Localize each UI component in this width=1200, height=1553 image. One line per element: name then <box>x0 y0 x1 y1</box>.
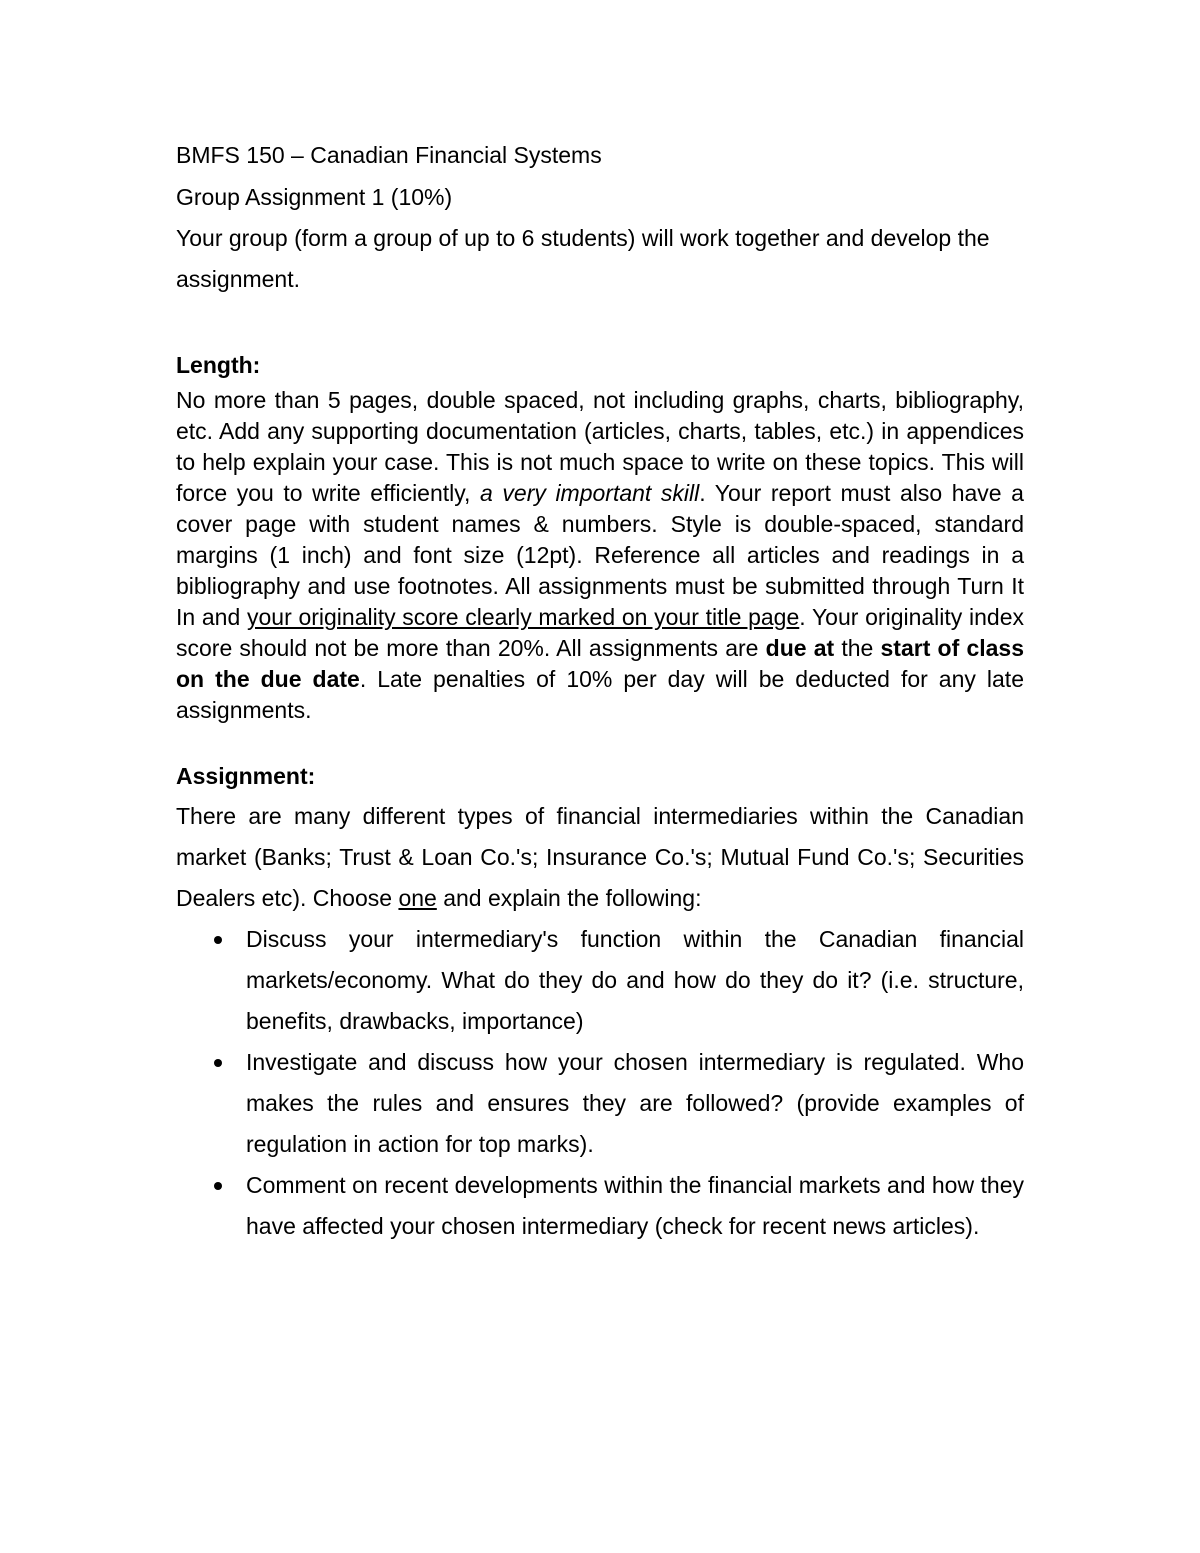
length-text-5: . Late penalties of 10% per day will be deducted for any late assignments. <box>176 666 1024 723</box>
bullet-text: Investigate and discuss how your chosen intermediary is regulated. Who makes the rules and ensures they are followed? (provide examples of regulation in action for top marks). <box>246 1049 1024 1157</box>
assignment-bullet-list <box>176 919 1024 1247</box>
assignment-paragraph <box>176 796 1024 919</box>
assignment-title: Group Assignment 1 (10%) <box>176 184 453 210</box>
document-page <box>176 134 1024 1247</box>
length-text-4: the <box>834 635 881 661</box>
bullet-icon <box>214 1182 222 1190</box>
intro-paragraph: Your group (form a group of up to 6 students) will work together and develop the assignment. <box>176 225 990 292</box>
length-bold-2: start of class on the due date <box>176 635 1024 692</box>
list-item <box>176 919 1024 1042</box>
bullet-icon <box>214 1059 222 1067</box>
list-item <box>176 1042 1024 1165</box>
assignment-underline: one <box>398 885 437 911</box>
course-title: BMFS 150 – Canadian Financial Systems <box>176 142 602 168</box>
length-text-3: . Your originality index score should not be more than 20%. All assignments are <box>176 604 1024 661</box>
length-text-1: No more than 5 pages, double spaced, not including graphs, charts, bibliography, etc. Add any supporting documentation (articles, charts, tables, etc.) in appendices to help explain your case. This is not much space to write on these topics. This will force you to write efficiently, <box>176 387 1024 506</box>
bullet-text: Comment on recent developments within the financial markets and how they have affected your chosen intermediary (check for recent news articles). <box>246 1172 1024 1239</box>
length-underline: your originality score clearly marked on your title page <box>246 604 800 630</box>
assignment-text-2: and explain the following: <box>436 885 702 911</box>
bullet-icon <box>214 936 222 944</box>
length-text-2: . Your report must also have a cover page with student names & numbers. Style is double-spaced, standard margins (1 inch) and font size (12pt). Reference all articles and readings in a bibliography and use footnotes. All assignments must be submitted through Turn It In and <box>176 480 1024 630</box>
bullet-text: Discuss your intermediary's function within the Canadian financial markets/economy. What do they do and how do they do it? (i.e. structure, benefits, drawbacks, importance) <box>246 926 1024 1034</box>
list-item <box>176 1165 1024 1247</box>
length-italic: a very important skill <box>480 480 700 506</box>
assignment-heading: Assignment: <box>176 763 316 789</box>
length-bold-1: due at <box>765 635 835 661</box>
length-heading: Length: <box>176 352 261 378</box>
length-paragraph <box>176 385 1024 726</box>
assignment-text-1: There are many different types of financial intermediaries within the Canadian market (Banks; Trust & Loan Co.'s; Insurance Co.'s; Mutual Fund Co.'s; Securities Dealers etc). Choose <box>176 803 1024 911</box>
